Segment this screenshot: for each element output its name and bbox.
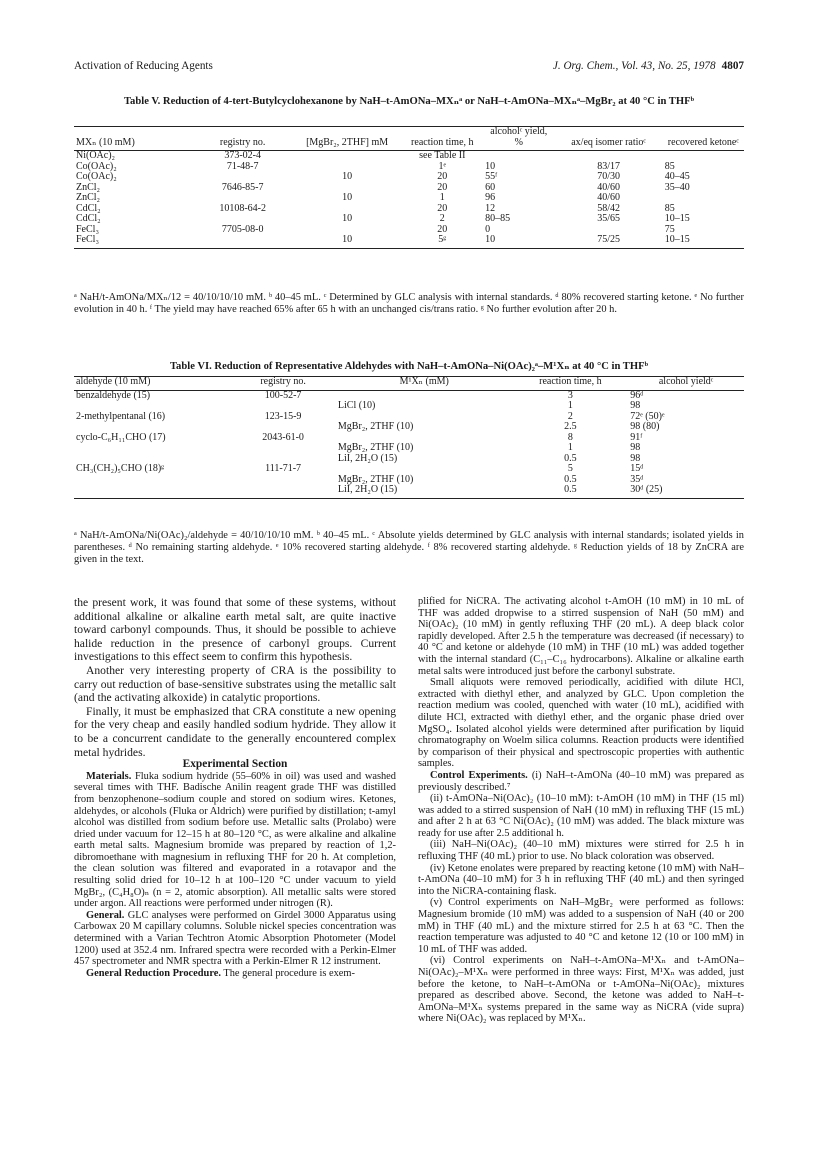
- table-row: [74, 454, 744, 465]
- table-row: [74, 183, 744, 194]
- table-cell: 60: [485, 181, 496, 193]
- table-cell: 20: [437, 202, 448, 214]
- table-cell: 1: [567, 400, 573, 411]
- table5-caption: Table V. Reduction of 4-tert-Butylcyclohexanone by NaH–t-AmONa–MXₙᵃ or NaH–t-AmONa–MXₙᵃ–MgBr₂ at 40 °C in THFᵇ: [123, 96, 695, 107]
- page-number: 4807: [721, 60, 744, 72]
- table-row: [74, 235, 744, 248]
- table-cell: see Table II: [419, 150, 466, 161]
- table5-col-yield: alcoholᶜ yield, %: [483, 127, 554, 151]
- table5-footnote: ᵃ NaH/t-AmONa/MXₙ/12 = 40/10/10/10 mM. ᵇ 40–45 mL. ᶜ Determined by GLC analysis with internal standards. ᵈ 80% recovered starting ketone. ᵉ No further evolution in 40 h. ᶠ The yield may have reached 65% after 65 h with an unchanged cis/trans ratio. ᵍ No further evolution after 20 h.: [74, 292, 744, 315]
- table-cell: LiI, 2H₂O (15): [336, 485, 513, 498]
- table-row: [74, 401, 744, 412]
- table6-col-aldehyde: aldehyde (10 mM): [74, 377, 230, 391]
- table-cell: [230, 485, 336, 498]
- table-cell: CH₃(CH₂)₅CHO (18)ᵍ: [76, 463, 165, 474]
- table-cell: 40/60: [597, 181, 620, 193]
- table-cell: [74, 401, 230, 412]
- table-cell: [230, 422, 336, 433]
- table6-body: [74, 390, 744, 498]
- table-cell: 80–85: [485, 213, 511, 224]
- table5-col-recovered: recovered ketoneᶜ: [663, 127, 744, 151]
- running-title: Activation of Reducing Agents: [74, 60, 213, 72]
- table-cell: [230, 443, 336, 454]
- table-row: [74, 204, 744, 215]
- table-row: [74, 225, 744, 236]
- journal-citation: J. Org. Chem., Vol. 43, No. 25, 1978 4807: [552, 60, 744, 72]
- table-cell: 98 (80): [630, 421, 660, 432]
- paragraph: Another very interesting property of CRA is the possibility to carry out reduction of base-sensitive substrates using the metallic salt (and the activating alkoxide) in catalytic proportions.: [74, 663, 396, 705]
- paragraph: plified for NiCRA. The activating alcohol t-AmOH (10 mM) in 10 mL of THF was added dropwise to a stirred suspension of NaH (50 mM) and Ni(OAc)₂ (10 mM) in gently refluxing THF (20 mL). A deep black color rapidly developed. After 2.5 h the temperature was decreased (if necessary) to 40 °C and ketone or aldehyde (10 mM) in THF (10 mL) was added together with the internal standard (C₁₁–C₁₆ hydrocarbons). Alkaline or alkaline earth metal salts were introduced just before the carbonyl substrate.: [418, 596, 744, 677]
- table-cell: 3: [567, 389, 573, 401]
- paragraph: General. GLC analyses were performed on Girdel 3000 Apparatus using Carbowax 20 M capillary columns. Soluble nickel species concentration was determined with a Varian Techtron Atomic Absorption Photometer (Model 1200) used at 352.4 nm. Infrared spectra were recorded with a Perkin-Elmer 457 spectrometer and NMR spectra with a Perkin-Elmer R 12 instrument.: [74, 909, 396, 968]
- table-cell: [74, 485, 230, 498]
- table-cell: benzaldehyde (15): [76, 389, 151, 401]
- paragraph: Finally, it must be emphasized that CRA constitute a new opening for the very cheap and easily handled sodium hydride. They allow it to be a concurrent candidate to the generally encountered complex metal hydrides.: [74, 704, 396, 759]
- table-cell: 12: [485, 202, 496, 214]
- left-body-large: [74, 596, 396, 759]
- table-cell: 0.5: [564, 452, 577, 464]
- table-cell: 55ᶠ: [485, 171, 498, 182]
- table-row: [74, 162, 744, 173]
- table-row: [74, 172, 744, 183]
- table-cell: 373-02-4: [224, 150, 261, 161]
- section-title: Experimental Section: [182, 758, 288, 771]
- paragraph: the present work, it was found that some of these systems, without additional alkaline or alkaline earth metal salt, are quite inactive toward carbonyl compounds. Thus, it should be possible to achieve halide reduction in the presence of carbonyl groups. Current investigations to this effect seem to confirm this hypothesis.: [74, 596, 396, 664]
- table-cell: 123-15-9: [264, 410, 302, 422]
- table-cell: 2-methylpentanal (16): [76, 410, 166, 422]
- table5-col-mgbr2: [MgBr₂, 2THF] mM: [293, 127, 402, 151]
- table-cell: 1: [567, 442, 573, 453]
- table-cell: 7705-08-0: [221, 223, 264, 235]
- run-in-heading: General.: [86, 909, 125, 921]
- table-cell: Ni(OAc)₂: [76, 150, 116, 161]
- paragraph: (iv) Ketone enolates were prepared by reacting ketone (10 mM) with NaH–t-AmONa (40–10 mM) for 3 h in refluxing THF (40 mL) and then syringed into the NiCRA-containing flask.: [418, 862, 744, 897]
- table5-col-mxn: MXₙ (10 mM): [74, 127, 193, 151]
- table-cell: ZnCl₂: [76, 181, 101, 193]
- table6-col-yield: alcohol yieldᶜ: [628, 377, 744, 391]
- table-cell: 0.5: [564, 473, 577, 485]
- table-cell: 40–45: [664, 171, 690, 182]
- table-cell: 72ᵉ (50)ᵉ: [630, 410, 665, 422]
- paragraph: Control Experiments. (i) NaH–t-AmONa (40–10 mM) was prepared as previously described.⁷: [418, 769, 744, 793]
- table5-col-time: reaction time, h: [401, 127, 483, 151]
- table-cell: 20: [437, 181, 448, 193]
- table-cell: Co(OAc)₂: [76, 160, 117, 172]
- table-cell: 85: [664, 202, 675, 214]
- table-row: [74, 464, 744, 475]
- table-cell: 8: [567, 431, 573, 443]
- table-row: [74, 193, 744, 204]
- table-row: [74, 485, 744, 498]
- table-cell: [293, 151, 402, 162]
- table-cell: 20: [437, 223, 448, 235]
- table-cell: 96ᵈ: [630, 389, 644, 401]
- running-header: [74, 60, 744, 76]
- table-cell: 0: [485, 223, 491, 235]
- table-cell: 98: [630, 400, 641, 411]
- table-row: [74, 422, 744, 433]
- table-cell: 98: [630, 442, 641, 453]
- paragraph: (iii) NaH–Ni(OAc)₂ (40–10 mM) mixtures were stirred for 2.5 h in refluxing THF (40 mL) prior to use. No black coloration was observed.: [418, 839, 744, 863]
- table-cell: MgBr₂, 2THF (10): [337, 421, 414, 432]
- table-cell: 58/42: [597, 202, 620, 214]
- table-cell: 85: [664, 160, 675, 172]
- table-cell: MgBr₂, 2THF (10): [337, 442, 414, 453]
- paragraph: Materials. Fluka sodium hydride (55–60% in oil) was used and washed several times with THF. Badische Anilin reagent grade THF was distilled from benzophenone–sodium couple and stored on sodium wires. Ketones, aldehydes, or alcohols (Fluka or Aldrich) were purified by distillation; t-amyl alcohol was distilled from sodium before use. Metallic salts (Prolabo) were dried under vacuum for 12–15 h at 80–120 °C, as were alkaline and alkaline earth metal salts. Magnesium bromide was prepared by reaction of 1,2-dibromoethane with magnesium in refluxing THF for 20 h. At completion, the clean solution was filtered and evaporated in a rotavapor and the resulting solid dried for 10–12 h at 100–120 °C under vacuum to yield MgBr₂, (C₄H₈O)ₙ (n = 2, atomic absorption). All metallic salts were stored under argon. All reactions were performed under nitrogen (R).: [74, 770, 396, 910]
- table-cell: 7646-85-7: [221, 181, 264, 193]
- table-cell: 40/60: [597, 192, 620, 203]
- table-cell: LiI, 2H₂O (15): [337, 452, 398, 464]
- table-cell: 96: [485, 192, 496, 203]
- table-cell: [230, 475, 336, 486]
- table-row: [74, 214, 744, 225]
- table-cell: 10: [485, 160, 496, 172]
- table-cell: [193, 235, 293, 248]
- paragraph: General Reduction Procedure. The general procedure is exem-: [86, 967, 355, 979]
- table-cell: CdCl₂: [76, 213, 101, 224]
- table-cell: ZnCl₂: [76, 192, 101, 203]
- table-cell: 70/30: [597, 171, 620, 182]
- table-cell: 10: [342, 192, 353, 203]
- table-cell: 111-71-7: [265, 463, 302, 474]
- table-cell: 20: [437, 171, 448, 182]
- table-cell: 2: [567, 410, 573, 422]
- table-cell: CdCl₂: [76, 202, 101, 214]
- table-cell: 91ᶠ: [630, 431, 643, 443]
- left-column: [74, 596, 396, 979]
- table-row: [74, 151, 744, 162]
- paragraph: Small aliquots were removed periodically, acidified with dilute HCl, extracted with diethyl ether, and analyzed by GLC. Upon completion the reaction medium was cooled, quenched with water (10 mL), acidified with dilute HCl, extracted with diethyl ether, and the organic phase dried over MgSO₄. Isolated alcohol yields were determined after purification by liquid chromatography on Woelm silica columns. Reaction products were identified by comparison of their physical and spectroscopic properties with authentic samples.: [418, 677, 744, 770]
- table-cell: 1ᵉ: [438, 160, 447, 172]
- table-cell: 100-52-7: [264, 389, 302, 401]
- table-cell: [74, 475, 230, 486]
- table-cell: 15ᵈ: [630, 463, 644, 474]
- table-cell: 83/17: [597, 160, 620, 172]
- table-cell: [74, 443, 230, 454]
- table-cell: MgBr₂, 2THF (10): [337, 473, 414, 485]
- right-column: [418, 596, 744, 1025]
- table-cell: Co(OAc)₂: [76, 171, 117, 182]
- table6: [74, 376, 744, 499]
- table-cell: 2.5: [564, 421, 577, 432]
- run-in-heading: Materials.: [86, 770, 132, 782]
- table6-col-m1xn: M¹Xₙ (mM): [336, 377, 513, 391]
- table-cell: 98: [630, 452, 641, 464]
- table-cell: [663, 151, 744, 162]
- table-cell: 10–15: [664, 213, 690, 224]
- table5-body: [74, 151, 744, 249]
- table-cell: [554, 151, 662, 162]
- paragraph: (v) Control experiments on NaH–MgBr₂ were performed as follows: Magnesium bromide (10 mM) was added to a suspension of NaH (40 or 200 mM) in THF (40 mL) and the mixture stirred for 2.5 h at 63 °C. Then the reaction temperature was adjusted to 40 °C and ketone 12 (10 or 100 mM) in 10 mL of THF was added.: [418, 897, 744, 955]
- table-cell: FeCl₃: [74, 235, 193, 248]
- table-cell: 35/65: [597, 213, 620, 224]
- table6-caption: Table VI. Reduction of Representative Aldehydes with NaH–t-AmONa–Ni(OAc)₂ᵃ–M¹Xₙ at 40 °C in THFᵇ: [169, 361, 649, 372]
- table-cell: 1: [439, 192, 445, 203]
- table-cell: 0.5: [513, 485, 629, 498]
- table5-col-registry: registry no.: [193, 127, 293, 151]
- table-cell: cyclo-C₆H₁₁CHO (17): [76, 431, 166, 443]
- table-cell: [74, 422, 230, 433]
- table6-footnote: ᵃ NaH/t-AmONa/Ni(OAc)₂/aldehyde = 40/10/10/10 mM. ᵇ 40–45 mL. ᶜ Absolute yields determined by GLC analysis with internal standards; isolated yields in parentheses. ᵈ No remaining starting aldehyde. ᵉ 10% recovered starting aldehyde. ᶠ 8% recovered starting aldehyde. ᵍ Reduction yields of 18 by ZnCRA are given in the text.: [74, 530, 744, 565]
- run-in-heading: General Reduction Procedure.: [86, 967, 221, 979]
- table-cell: [193, 172, 293, 183]
- table-cell: 2043-61-0: [262, 431, 304, 443]
- table-cell: LiCl (10): [337, 400, 376, 411]
- table-cell: 10–15: [663, 235, 744, 248]
- table-row: [74, 443, 744, 454]
- table-cell: [193, 193, 293, 204]
- table-cell: [193, 214, 293, 225]
- table-cell: 30ᵈ (25): [628, 485, 744, 498]
- table-cell: [230, 401, 336, 412]
- table-cell: 5: [567, 463, 573, 474]
- table-cell: 75/25: [554, 235, 662, 248]
- table-cell: 10: [293, 235, 402, 248]
- table-cell: 2: [439, 213, 445, 224]
- table-cell: 75: [664, 223, 675, 235]
- table-cell: FeCl₃: [76, 223, 99, 235]
- table-cell: [483, 151, 554, 162]
- table5-col-ratio: ax/eq isomer ratioᶜ: [554, 127, 662, 151]
- table6-col-time: reaction time, h: [513, 377, 629, 391]
- paragraph: (ii) t-AmONa–Ni(OAc)₂ (10–10 mM): t-AmOH (10 mM) in THF (15 ml) was added to a stirred suspension of NaH (10 mM) in refluxing THF (15 mL) and after 2 h at 63 °C Ni(OAc)₂ (10 mM) was added. The black mixture was ready for use after 2.5 additional h.: [418, 793, 744, 839]
- table-cell: 10: [342, 171, 353, 182]
- table-row: [74, 390, 744, 401]
- table-cell: 5ᵍ: [401, 235, 483, 248]
- table-cell: 10108-64-2: [219, 202, 266, 214]
- table-cell: 10: [342, 213, 353, 224]
- table-cell: 35–40: [664, 181, 690, 193]
- run-in-heading: Control Experiments.: [430, 769, 528, 781]
- paragraph: (vi) Control experiments on NaH–t-AmONa–M¹Xₙ and t-AmONa–Ni(OAc)₂–M¹Xₙ were performed in three ways: First, M¹Xₙ was added, just before the ketone, to NaH–t-AmONa or t-AmONa–Ni(OAc)₂ mixtures prepared as described above. Second, the ketone was added to NaH–t-AmONa–M¹Xₙ systems prepared in the same way as NiCRA (vide supra) where Ni(OAc)₂ was replaced by M¹Xₙ.: [418, 955, 744, 1025]
- table-cell: [663, 193, 744, 204]
- table-cell: 35ᵈ: [630, 473, 644, 485]
- table-cell: 71-48-7: [226, 160, 259, 172]
- table-cell: 10: [483, 235, 554, 248]
- table-cell: [336, 464, 513, 475]
- table5: [74, 126, 744, 249]
- table6-col-registry: registry no.: [230, 377, 336, 391]
